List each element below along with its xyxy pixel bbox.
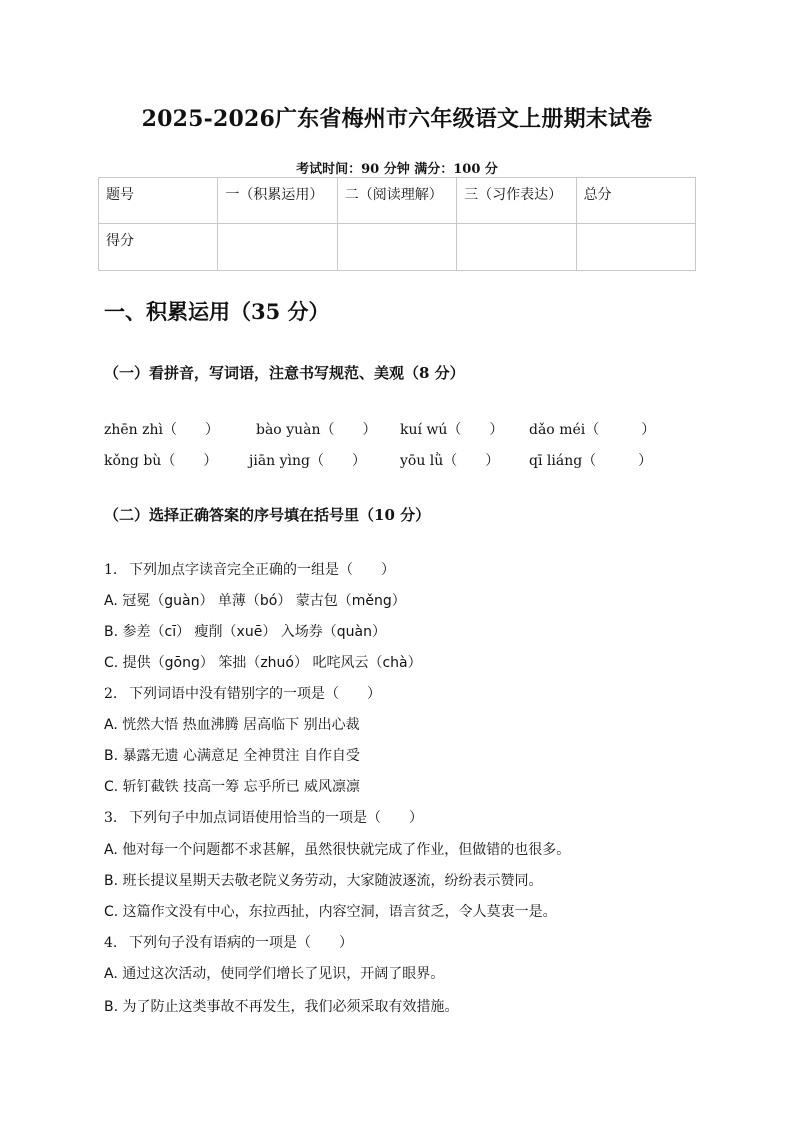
pinyin-row: [104, 450, 652, 470]
pinyin-item: bào yuàn（ ）: [256, 422, 377, 438]
pinyin-item: kuí wú（ ）: [400, 422, 504, 438]
question-option: C. 斩钉截铁 技高一筹 忘乎所已 威风凛凛: [104, 779, 361, 795]
score-header-cell: 总分: [576, 178, 695, 224]
pinyin-item: zhēn zhì（ ）: [104, 422, 220, 438]
question-option: A. 他对每一个问题都不求甚解，虽然很快就完成了作业，但做错的也很多。: [104, 842, 571, 858]
question-number: 2.: [104, 686, 118, 702]
question-stem: [104, 807, 423, 827]
score-blank-cell[interactable]: [218, 224, 337, 271]
question-option: A. 冠冕（guàn） 单薄（bó） 蒙古包（měng）: [104, 593, 406, 609]
score-blank-cell[interactable]: [576, 224, 695, 271]
score-header-cell: 题号: [99, 178, 218, 224]
score-header-cell: 一（积累运用）: [218, 178, 337, 224]
score-row-label: 得分: [99, 224, 218, 271]
question-number: 3.: [104, 810, 118, 826]
question-text: 下列句子没有语病的一项是（ ）: [129, 935, 353, 951]
pinyin-item: kǒng bù（ ）: [104, 453, 218, 469]
part-heading: （一）看拼音，写词语，注意书写规范、美观（8 分）: [104, 364, 465, 382]
question-option: A. 恍然大悟 热血沸腾 居高临下 别出心裁: [104, 717, 360, 733]
question-option: A. 通过这次活动，使同学们增长了见识，开阔了眼界。: [104, 966, 445, 982]
pinyin-item: yōu lǜ（ ）: [400, 453, 500, 469]
score-blank-cell[interactable]: [457, 224, 576, 271]
question-number: 1.: [104, 562, 118, 578]
question-option: B. 班长提议星期天去敬老院义务劳动，大家随波逐流，纷纷表示赞同。: [104, 873, 543, 889]
pinyin-item: qī liáng（ ）: [529, 453, 653, 469]
exam-title: 2025-2026广东省梅州市六年级语文上册期末试卷: [141, 106, 653, 132]
score-header-cell: 三（习作表达）: [457, 178, 576, 224]
pinyin-item: jiān yìng（ ）: [249, 453, 366, 469]
part-heading: （二）选择正确答案的序号填在括号里（10 分）: [104, 506, 431, 524]
pinyin-row: [104, 419, 655, 439]
question-text: 下列加点字读音完全正确的一组是（ ）: [129, 562, 395, 578]
section-heading: 一、积累运用（35 分）: [104, 299, 330, 324]
score-blank-cell[interactable]: [337, 224, 456, 271]
question-stem: [104, 683, 381, 703]
question-number: 4.: [104, 935, 118, 951]
score-table: [98, 177, 696, 271]
score-header-cell: 二（阅读理解）: [337, 178, 456, 224]
question-option: C. 这篇作文没有中心，东拉西扯，内容空洞，语言贫乏，令人莫衷一是。: [104, 904, 557, 920]
score-table-score-row: [99, 224, 696, 271]
question-option: B. 参差（cī） 瘦削（xuē） 入场券（quàn）: [104, 624, 386, 640]
question-option: B. 为了防止这类事故不再发生，我们必须采取有效措施。: [104, 999, 459, 1015]
exam-subtitle: 考试时间：90 分钟 满分：100 分: [296, 162, 498, 177]
score-table-header-row: [99, 178, 696, 224]
question-stem: [104, 932, 353, 952]
pinyin-item: dǎo méi（ ）: [529, 422, 656, 438]
question-stem: [104, 559, 395, 579]
question-option: B. 暴露无遗 心满意足 全神贯注 自作自受: [104, 748, 360, 764]
question-text: 下列句子中加点词语使用恰当的一项是（ ）: [129, 810, 423, 826]
question-option: C. 提供（gōng） 笨拙（zhuó） 叱咤风云（chà）: [104, 655, 422, 671]
question-text: 下列词语中没有错别字的一项是（ ）: [129, 686, 381, 702]
